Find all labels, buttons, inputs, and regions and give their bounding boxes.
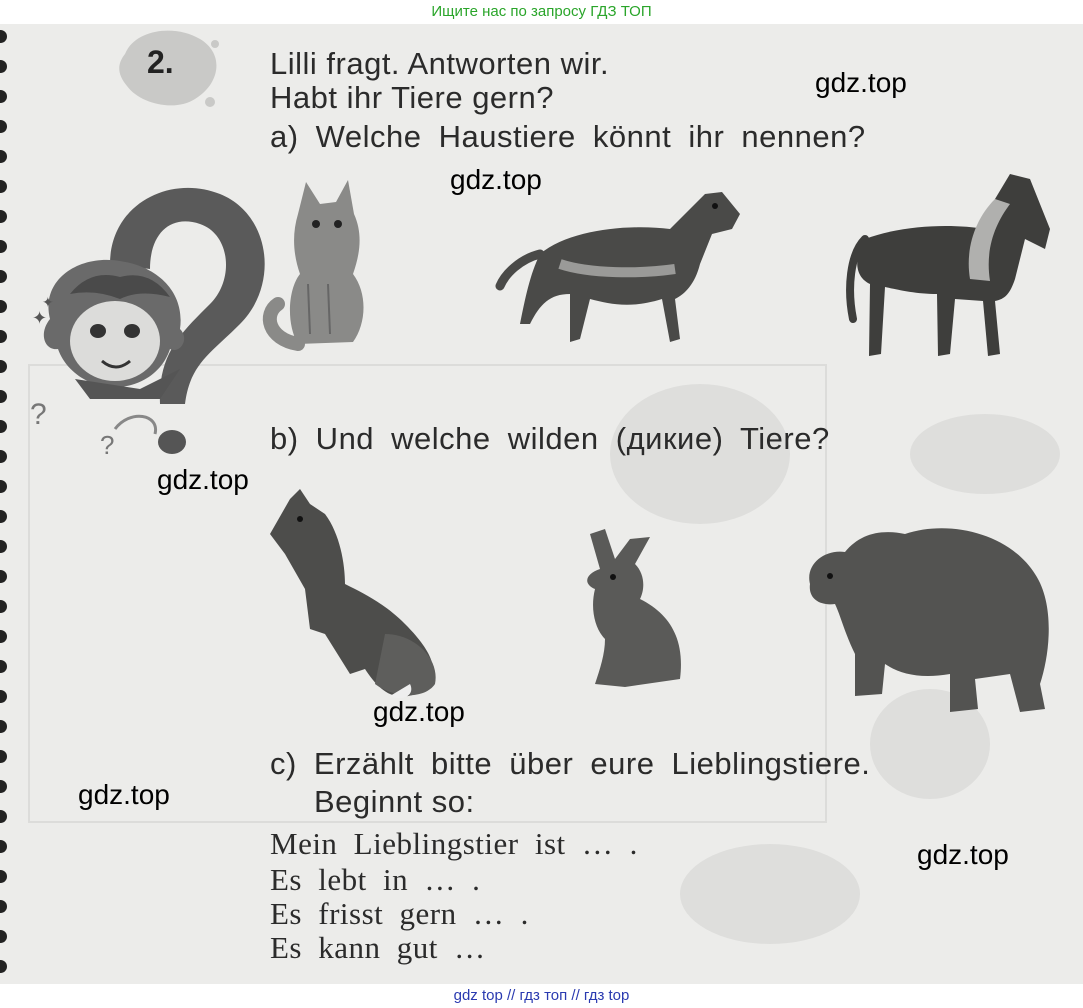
textbook-page [0, 24, 1083, 984]
fox-icon [265, 484, 465, 704]
dog-icon [500, 174, 750, 354]
bottom-banner[interactable]: gdz top // гдз топ // гдз top [0, 984, 1083, 1008]
bear-icon [800, 514, 1060, 724]
exercise-question: Habt ihr Tiere gern? [270, 80, 554, 115]
watermark: gdz.top [373, 696, 465, 727]
watermark: gdz.top [815, 67, 907, 98]
watermark: gdz.top [157, 464, 249, 495]
binding-holes [0, 24, 14, 984]
top-banner[interactable]: Ищите нас по запросу ГДЗ ТОП [0, 0, 1083, 24]
exercise-intro: Lilli fragt. Antworten wir. [270, 46, 610, 81]
cat-icon [268, 174, 378, 354]
svg-text:✦: ✦ [42, 294, 54, 310]
svg-text:?: ? [30, 398, 47, 431]
watermark: gdz.top [450, 164, 542, 195]
exercise-number: 2. [147, 44, 174, 80]
starter-line: Mein Lieblingstier ist … . [270, 826, 638, 861]
part-b-heading: b) Und welche wilden (дикие) Tiere? [270, 421, 830, 456]
starter-line: Es lebt in … . [270, 862, 481, 897]
horse-icon [845, 169, 1065, 359]
part-c-subheading: Beginnt so: [314, 784, 475, 819]
hare-icon [575, 529, 705, 689]
watermark: gdz.top [917, 839, 1009, 870]
starter-line: Es frisst gern … . [270, 896, 529, 931]
part-a-heading: a) Welche Haustiere könnt ihr nennen? [270, 119, 866, 154]
svg-text:?: ? [100, 430, 115, 460]
starter-line: Es kann gut … [270, 930, 486, 965]
part-c-heading: c) Erzählt bitte über eure Lieblingstiere. [270, 746, 871, 781]
svg-text:✦: ✦ [32, 308, 48, 328]
watermark: gdz.top [78, 779, 170, 810]
small-question-marks-icon [30, 384, 150, 464]
